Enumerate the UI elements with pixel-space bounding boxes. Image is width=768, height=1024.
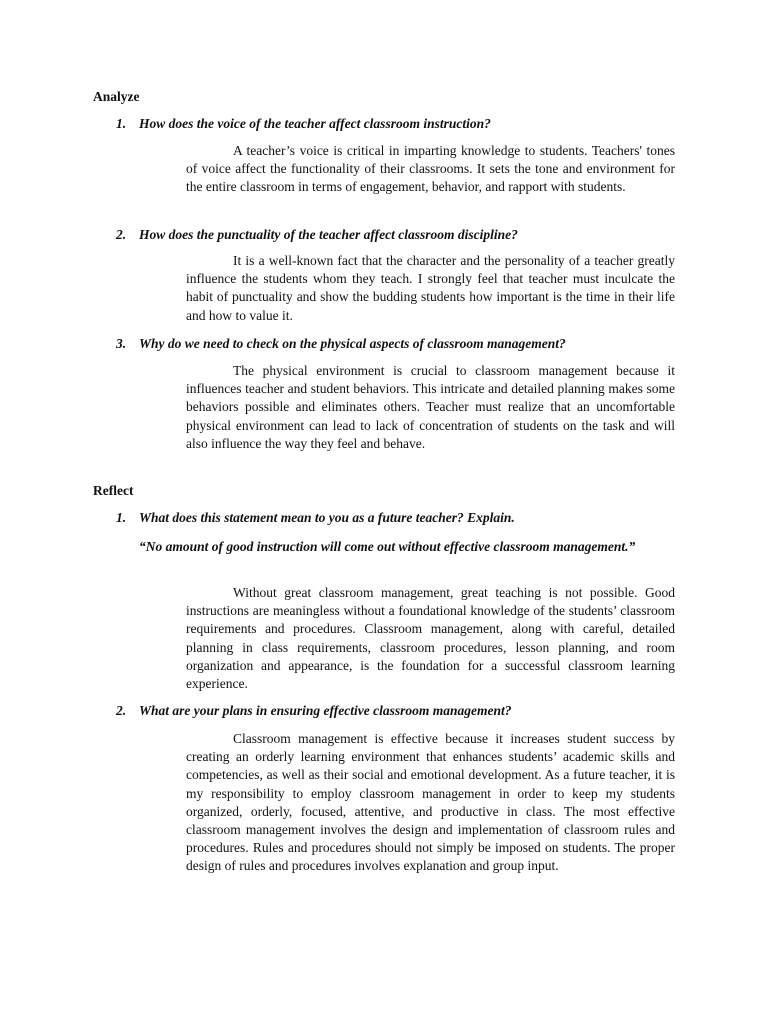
question-text: How does the punctuality of the teacher affect classroom discipline?	[139, 227, 518, 242]
analyze-question-1	[116, 115, 676, 133]
reflect-quote: “No amount of good instruction will come out without effective classroom management.”	[139, 539, 636, 554]
question-text: What does this statement mean to you as a future teacher? Explain.	[139, 510, 515, 525]
reflect-question-2	[116, 702, 676, 720]
analyze-question-2	[116, 226, 676, 244]
reflect-answer-1: Without great classroom management, great teaching is not possible. Good instructions are meaningless without a foundational knowledge of the students’ classroom requirements and procedures. Classroom management, along with careful, detailed planning in class requirements, classroom procedures, lesson planning, and room organization and appearance, is the foundation for a successful classroom learning experience.	[186, 585, 675, 692]
question-text: Why do we need to check on the physical aspects of classroom management?	[139, 336, 566, 351]
question-text: What are your plans in ensuring effective classroom management?	[139, 703, 512, 718]
analyze-answer-2: It is a well-known fact that the character and the personality of a teacher greatly influence the students whom they teach. I strongly feel that teacher must inculcate the habit of punctuality and show the budding students how important is the time in their life and how to value it.	[186, 253, 675, 323]
reflect-question-1	[116, 509, 676, 527]
reflect-heading: Reflect	[93, 483, 134, 498]
question-number: 1.	[116, 116, 127, 131]
analyze-answer-3: The physical environment is crucial to classroom management because it influences teacher and student behaviors. This intricate and detailed planning makes some behaviors possible and eliminates others. Teacher must realize that an uncomfortable physical environment can lead to lack of concentration of students on the task and will also influence the way they feel and behave.	[186, 363, 675, 451]
question-text: How does the voice of the teacher affect classroom instruction?	[139, 116, 491, 131]
reflect-answer-2: Classroom management is effective because it increases student success by creating an orderly learning environment that enhances students’ academic skills and competencies, as well as their social and emotional development. As a future teacher, it is my responsibility to employ classroom management in order to keep my students organized, orderly, focused, attentive, and productive in class. The most effective classroom management involves the design and implementation of classroom rules and procedures. Rules and procedures should not simply be imposed on students. The proper design of rules and procedures involves explanation and group input.	[186, 731, 675, 874]
question-number: 2.	[116, 703, 127, 718]
analyze-answer-1: A teacher’s voice is critical in imparting knowledge to students. Teachers' tones of voice affect the functionality of their classrooms. It sets the tone and environment for the entire classroom in terms of engagement, behavior, and rapport with students.	[186, 143, 675, 195]
analyze-heading: Analyze	[93, 89, 140, 104]
question-number: 3.	[116, 336, 127, 351]
question-number: 2.	[116, 227, 127, 242]
question-number: 1.	[116, 510, 127, 525]
analyze-question-3	[116, 335, 676, 353]
